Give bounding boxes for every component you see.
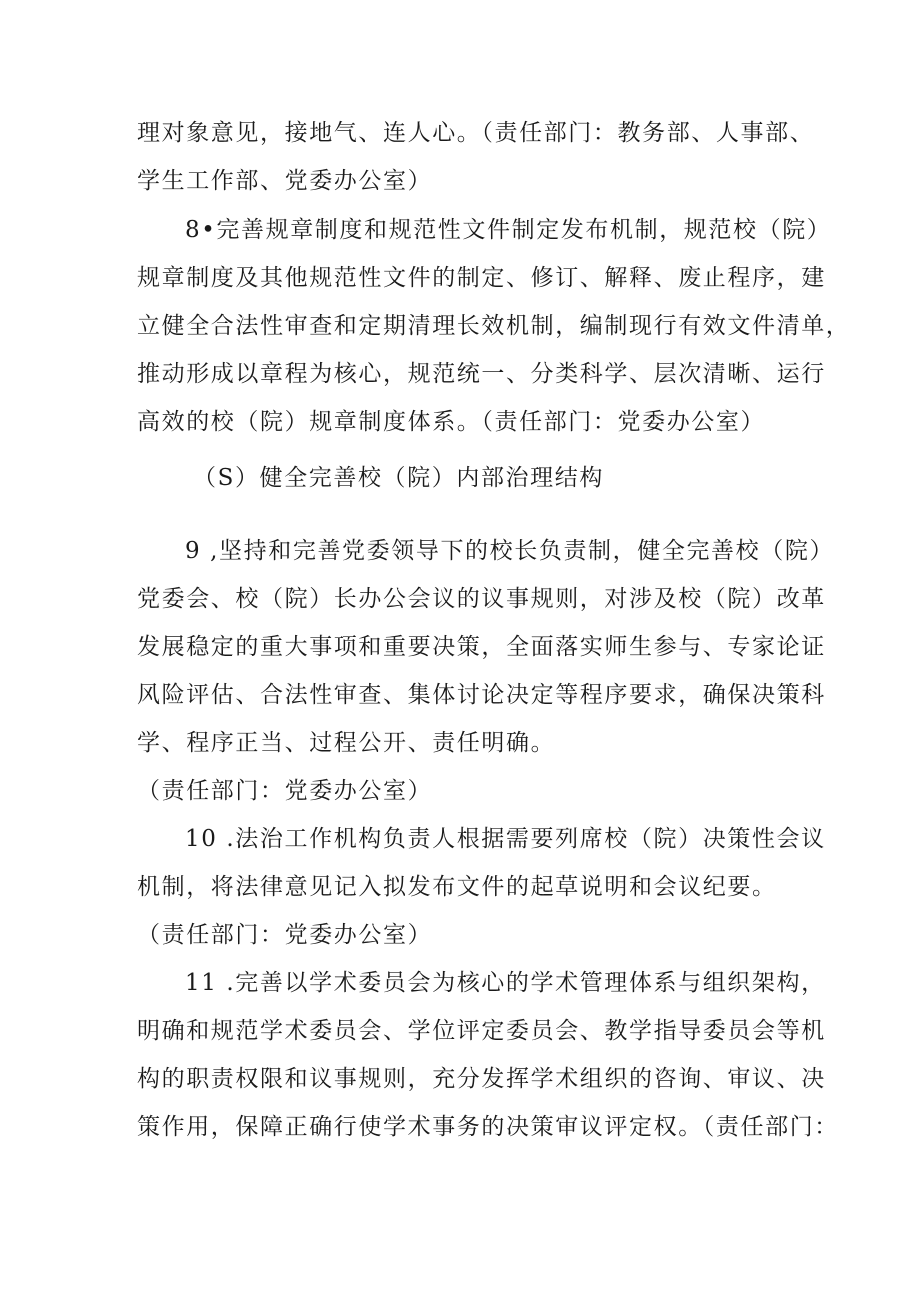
text-line: 发展稳定的重大事项和重要决策，全面落实师生参与、专家论证 bbox=[137, 634, 826, 660]
text-line: （责任部门：党委办公室） bbox=[137, 778, 433, 804]
text-line: 11 .完善以学术委员会为核心的学术管理体系与组织架构， bbox=[185, 970, 826, 996]
text-line: 理对象意见，接地气、连人心。（责任部门：教务部、人事部、 bbox=[137, 120, 815, 146]
text-line: 8•完善规章制度和规范性文件制定发布机制，规范校（院） bbox=[185, 217, 832, 243]
text-line: 立健全合法性审查和定期清理长效机制，编制现行有效文件清单， bbox=[137, 313, 851, 339]
text-line: 明确和规范学术委员会、学位评定委员会、教学指导委员会等机 bbox=[137, 1018, 826, 1044]
text-line: 学生工作部、党委办公室） bbox=[137, 168, 433, 194]
text-line: 党委会、校（院）长办公会议的议事规则，对涉及校（院）改革 bbox=[137, 586, 826, 612]
text-line: 高效的校（院）规章制度体系。（责任部门：党委办公室） bbox=[137, 409, 766, 435]
section-heading: （S）健全完善校（院）内部治理结构 bbox=[193, 465, 604, 491]
text-line: 构的职责权限和议事规则，充分发挥学术组织的咨询、审议、决 bbox=[137, 1066, 826, 1092]
text-line: 规章制度及其他规范性文件的制定、修订、解释、废止程序，建 bbox=[137, 265, 826, 291]
text-line: 学、程序正当、过程公开、责任明确。 bbox=[137, 730, 556, 756]
text-line: （责任部门：党委办公室） bbox=[137, 922, 433, 948]
text-line: 风险评估、合法性审查、集体讨论决定等程序要求，确保决策科 bbox=[137, 682, 826, 708]
text-line: 策作用，保障正确行使学术事务的决策审议评定权。（责任部门： bbox=[137, 1114, 839, 1140]
text-line: 推动形成以章程为核心，规范统一、分类科学、层次清晰、运行 bbox=[137, 361, 826, 387]
text-line: 机制，将法律意见记入拟发布文件的起草说明和会议纪要。 bbox=[137, 874, 777, 900]
text-line: 10 .法治工作机构负责人根据需要列席校（院）决策性会议 bbox=[185, 826, 826, 852]
text-line: 9 ,坚持和完善党委领导下的校长负责制，健全完善校（院） bbox=[185, 538, 835, 564]
